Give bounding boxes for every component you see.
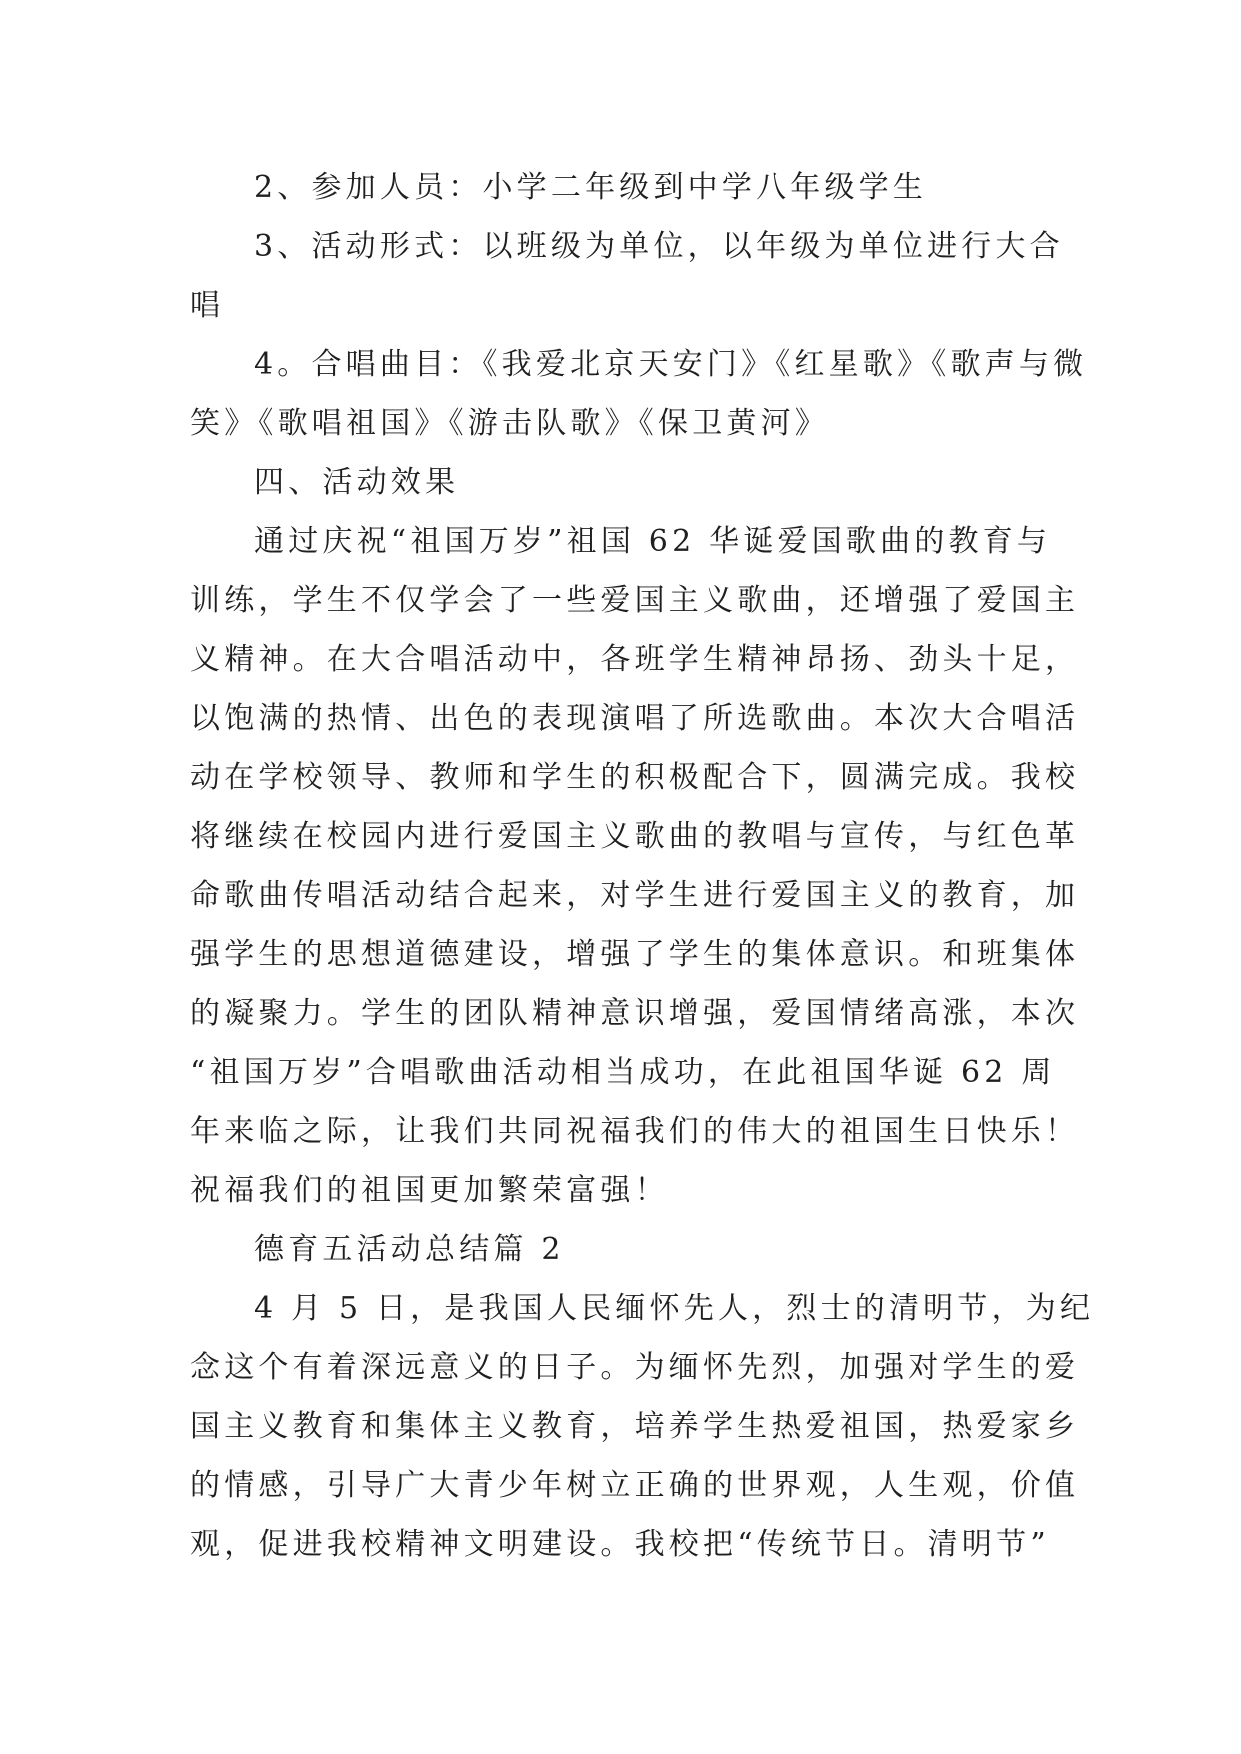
text-line: 观，促进我校精神文明建设。我校把“传统节日。清明节” [190,1527,1050,1562]
text-line: 祝福我们的祖国更加繁荣富强！ [190,1173,669,1208]
text-line: 的凝聚力。学生的团队精神意识增强，爱国情绪高涨，本次 [190,996,1080,1031]
text-line: 义精神。在大合唱活动中，各班学生精神昂扬、劲头十足， [190,642,1080,677]
section-heading: 四、活动效果 [254,465,460,500]
text-line: 唱 [190,288,225,323]
text-line: 4。合唱曲目：《我爱北京天安门》《红星歌》《歌声与微 [254,347,1088,382]
text-line: 2、参加人员：小学二年级到中学八年级学生 [254,170,928,205]
text-line: 4 月 5 日，是我国人民缅怀先人，烈士的清明节，为纪 [254,1291,1095,1326]
text-line: 笑》《歌唱祖国》《游击队歌》《保卫黄河》 [190,406,829,441]
text-line: 命歌曲传唱活动结合起来，对学生进行爱国主义的教育，加 [190,878,1080,913]
text-line: 以饱满的热情、出色的表现演唱了所选歌曲。本次大合唱活 [190,701,1080,736]
text-line: 强学生的思想道德建设，增强了学生的集体意识。和班集体 [190,937,1080,972]
text-line: “祖国万岁”合唱歌曲活动相当成功，在此祖国华诞 62 周 [190,1055,1056,1090]
document-body [190,158,1095,1574]
section-heading: 德育五活动总结篇 2 [254,1232,565,1267]
text-line: 通过庆祝“祖国万岁”祖国 62 华诞爱国歌曲的教育与 [254,524,1052,559]
text-line: 训练，学生不仅学会了一些爱国主义歌曲，还增强了爱国主 [190,583,1080,618]
text-line: 3、活动形式：以班级为单位，以年级为单位进行大合 [254,229,1064,264]
text-line: 的情感，引导广大青少年树立正确的世界观，人生观，价值 [190,1468,1080,1503]
text-line: 念这个有着深远意义的日子。为缅怀先烈，加强对学生的爱 [190,1350,1080,1385]
text-line: 国主义教育和集体主义教育，培养学生热爱祖国，热爱家乡 [190,1409,1080,1444]
text-line: 将继续在校园内进行爱国主义歌曲的教唱与宣传，与红色革 [190,819,1080,854]
text-line: 动在学校领导、教师和学生的积极配合下，圆满完成。我校 [190,760,1080,795]
text-line: 年来临之际，让我们共同祝福我们的伟大的祖国生日快乐！ [190,1114,1080,1149]
